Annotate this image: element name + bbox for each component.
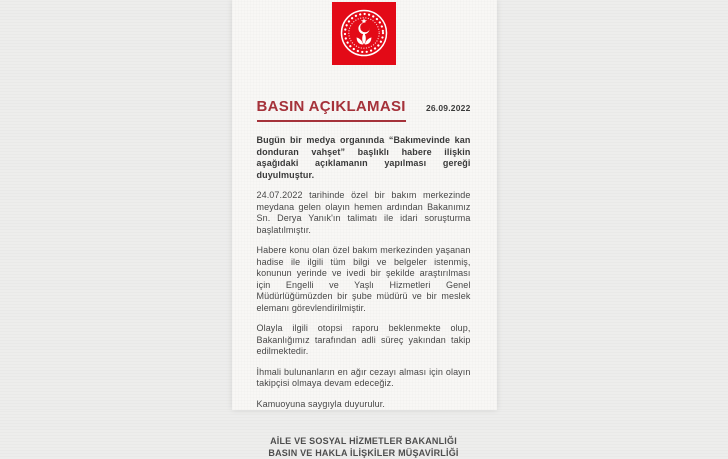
emblem-container (257, 0, 471, 70)
ministry-name: AİLE VE SOSYAL HİZMETLER BAKANLIĞI (257, 436, 471, 448)
signature-block (257, 436, 471, 459)
press-release-title: BASIN AÇIKLAMASI (257, 98, 406, 122)
paragraph-autopsy: Olayla ilgili otopsi raporu beklenmekte olup, Bakanlığımız tarafından adli süreç yakından takip edilmektedir. (257, 323, 471, 358)
paragraph-closing: Kamuoyuna saygıyla duyurulur. (257, 399, 471, 411)
ministry-emblem-icon (332, 2, 396, 65)
paragraph-inspection: Habere konu olan özel bakım merkezinden yaşanan hadise ile ilgili tüm bilgi ve belgeler istenmiş, konunun yerinde ve ivedi bir şekilde araştırılması için Engelli ve Yaşlı Hizmetleri Genel Müdürlüğümüzden bir şube müdürü ve bir meslek elemanı görevlendirilmiştir. (257, 245, 471, 314)
paragraph-followup: İhmali bulunanların en ağır cezayı alması için olayın takipçisi olmaya devam edeceğiz. (257, 367, 471, 390)
paragraph-investigation: 24.07.2022 tarihinde özel bir bakım merkezinde meydana gelen olayın hemen ardından Bakanımız Sn. Derya Yanık'ın talimatı ile idari soruşturma başlatılmıştır. (257, 190, 471, 236)
title-row (257, 98, 471, 122)
press-release-date: 26.09.2022 (426, 103, 471, 113)
press-release-card (232, 0, 497, 410)
department-name: BASIN VE HAKLA İLİŞKİLER MÜŞAVİRLİĞİ (257, 448, 471, 459)
paragraph-intro: Bugün bir medya organında “Bakımevinde kan donduran vahşet” başlıklı habere ilişkin aşağıdaki açıklamanın yapılması gereği duyulmuştur. (257, 135, 471, 181)
